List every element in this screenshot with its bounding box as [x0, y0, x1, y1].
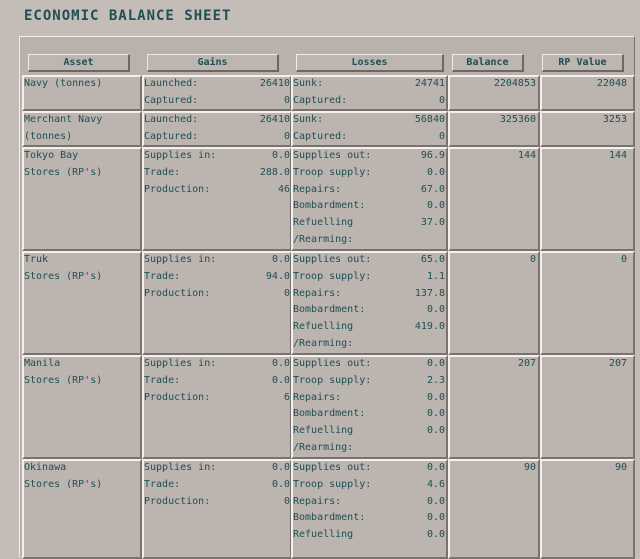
balance-value: 0: [529, 254, 536, 265]
loss-label: Troop supply:: [293, 166, 372, 178]
loss-label: Supplies out:: [293, 462, 372, 473]
loss-value: 37.0: [420, 217, 445, 229]
loss-label: Supplies out:: [293, 150, 372, 161]
gain-label: Production:: [144, 183, 211, 195]
loss-label: Bombardment:: [293, 408, 366, 420]
page-title: ECONOMIC BALANCE SHEET: [24, 8, 232, 24]
loss-label: /Rearming:: [293, 234, 354, 245]
column-header-asset: Asset: [28, 54, 130, 72]
loss-value: 0.0: [426, 425, 445, 437]
gain-value: 0.0: [271, 358, 290, 369]
loss-value: 24741: [414, 78, 445, 89]
column-header-losses: Losses: [296, 54, 444, 72]
asset-name: Stores (RP's): [24, 478, 103, 490]
loss-label: Sunk:: [293, 114, 324, 125]
loss-value: 1.1: [426, 270, 445, 282]
loss-label: Bombardment:: [293, 512, 366, 524]
asset-name: Truk: [24, 254, 49, 265]
loss-value: 0.0: [426, 512, 445, 524]
asset-name: Stores (RP's): [24, 270, 103, 282]
gain-value: 0.0: [271, 254, 290, 265]
gain-label: Production:: [144, 495, 211, 507]
loss-value: 65.0: [420, 254, 445, 265]
loss-value: 0.0: [426, 358, 445, 369]
asset-name: Tokyo Bay: [24, 150, 79, 161]
gain-value: 46: [277, 183, 290, 195]
gain-value: 94.0: [265, 270, 290, 282]
gain-label: Supplies in:: [144, 358, 217, 369]
loss-value: 0.0: [426, 529, 445, 541]
loss-label: Captured:: [293, 94, 348, 106]
asset-name: Merchant Navy: [24, 114, 103, 125]
gain-label: Production:: [144, 287, 211, 299]
gain-label: Supplies in:: [144, 254, 217, 265]
gain-label: Trade:: [144, 478, 181, 490]
gain-label: Launched:: [144, 78, 199, 89]
loss-value: 67.0: [420, 183, 445, 195]
loss-label: Supplies out:: [293, 254, 372, 265]
gain-value: 0: [283, 130, 290, 142]
column-header-gains: Gains: [147, 54, 279, 72]
gain-value: 0: [283, 287, 290, 299]
asset-name: Stores (RP's): [24, 166, 103, 178]
loss-label: Refuelling: [293, 217, 354, 229]
loss-value: 0: [438, 94, 445, 106]
loss-label: Repairs:: [293, 495, 342, 507]
gain-label: Captured:: [144, 130, 199, 142]
loss-label: Troop supply:: [293, 374, 372, 386]
loss-label: Captured:: [293, 130, 348, 142]
gain-value: 6: [283, 391, 290, 403]
loss-value: 0.0: [426, 391, 445, 403]
gain-label: Production:: [144, 391, 211, 403]
loss-label: /Rearming:: [293, 338, 354, 349]
loss-label: Supplies out:: [293, 358, 372, 369]
loss-value: 0.0: [426, 166, 445, 178]
loss-label: /Rearming:: [293, 442, 354, 453]
loss-value: 96.9: [420, 150, 445, 161]
loss-value: 0: [438, 130, 445, 142]
gain-label: Trade:: [144, 270, 181, 282]
loss-label: Repairs:: [293, 287, 342, 299]
gain-value: 0.0: [271, 374, 290, 386]
gain-value: 0.0: [271, 462, 290, 473]
loss-value: 0.0: [426, 495, 445, 507]
balance-value: 325360: [499, 114, 536, 125]
gain-value: 0.0: [271, 150, 290, 161]
gain-value: 0: [283, 495, 290, 507]
loss-value: 0.0: [426, 408, 445, 420]
gain-value: 288.0: [259, 166, 290, 178]
asset-name: (tonnes): [24, 130, 73, 142]
loss-label: Bombardment:: [293, 304, 366, 316]
column-header-balance: Balance: [452, 54, 524, 72]
loss-value: 0.0: [426, 200, 445, 212]
column-header-rp-value: RP Value: [542, 54, 624, 72]
loss-value: 137.8: [414, 287, 445, 299]
loss-label: Repairs:: [293, 391, 342, 403]
rp-value: 207: [608, 358, 627, 369]
asset-name: Stores (RP's): [24, 374, 103, 386]
loss-label: Sunk:: [293, 78, 324, 89]
gain-label: Trade:: [144, 374, 181, 386]
loss-label: Bombardment:: [293, 200, 366, 212]
gain-value: 26410: [259, 114, 290, 125]
loss-value: 56840: [414, 114, 445, 125]
gain-value: 26410: [259, 78, 290, 89]
loss-label: Troop supply:: [293, 270, 372, 282]
gain-label: Supplies in:: [144, 462, 217, 473]
rp-value: 144: [608, 150, 627, 161]
gain-value: 0: [283, 94, 290, 106]
asset-name: Navy (tonnes): [24, 78, 103, 89]
rp-value: 22048: [596, 78, 627, 89]
asset-name: Okinawa: [24, 462, 67, 473]
loss-label: Refuelling: [293, 425, 354, 437]
gain-label: Captured:: [144, 94, 199, 106]
gain-label: Launched:: [144, 114, 199, 125]
balance-value: 144: [517, 150, 536, 161]
asset-name: Manila: [24, 358, 61, 369]
loss-value: 0.0: [426, 462, 445, 473]
loss-label: Refuelling: [293, 529, 354, 541]
gain-label: Trade:: [144, 166, 181, 178]
rp-value: 90: [614, 462, 627, 473]
loss-label: Refuelling: [293, 321, 354, 333]
loss-label: Repairs:: [293, 183, 342, 195]
balance-value: 90: [523, 462, 536, 473]
loss-value: 0.0: [426, 304, 445, 316]
loss-value: 4.6: [426, 478, 445, 490]
loss-value: 2.3: [426, 374, 445, 386]
balance-value: 207: [517, 358, 536, 369]
loss-value: 419.0: [414, 321, 445, 333]
gain-value: 0.0: [271, 478, 290, 490]
balance-value: 2204853: [493, 78, 536, 89]
gain-label: Supplies in:: [144, 150, 217, 161]
rp-value: 3253: [602, 114, 627, 125]
rp-value: 0: [620, 254, 627, 265]
loss-label: Troop supply:: [293, 478, 372, 490]
